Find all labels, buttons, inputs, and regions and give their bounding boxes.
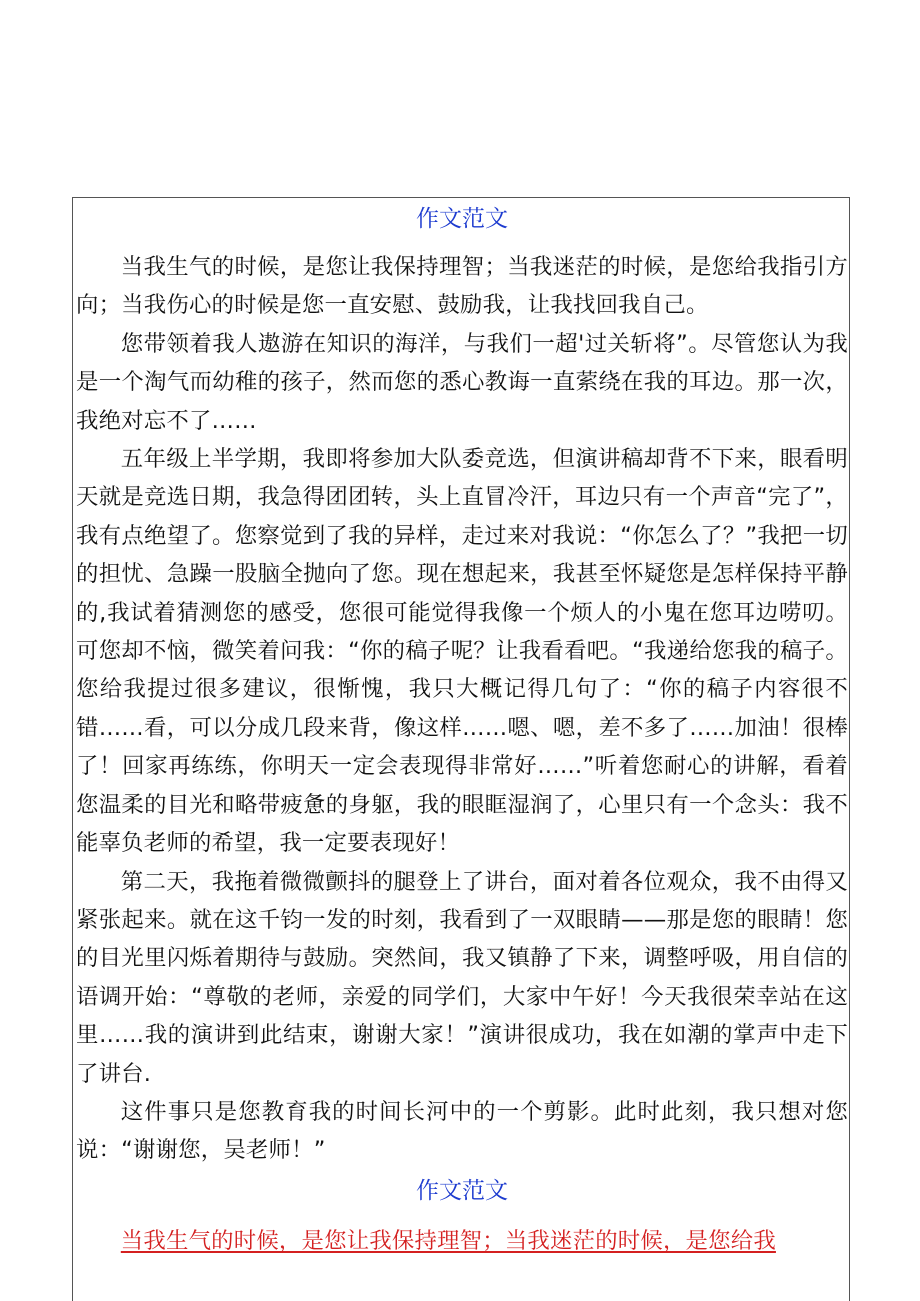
paragraph-3: 五年级上半学期，我即将参加大队委竞选，但演讲稿却背不下来，眼看明天就是竞选日期，我急得团团转，头上直冒冷汗，耳边只有一个声音“完了”，我有点绝望了。您察觉到了我的异样，走过来对我说：“你怎么了？”我把一切的担忧、急躁一股脑全抛向了您。现在想起来，我甚至怀疑您是怎样保持平静的,我试着猜测您的感受，您很可能觉得我像一个烦人的小鬼在您耳边唠叨。可您却不恼，微笑着问我：“你的稿子呢？让我看看吧。“我递给您我的稿子。您给我提过很多建议，很惭愧，我只大概记得几句了：“你的稿子内容很不错……看，可以分成几段来背，像这样……嗯、嗯，差不多了……加油！很棒了！回家再练练，你明天一定会表现得非常好……”听着您耐心的讲解，看着您温柔的目光和略带疲惫的身躯，我的眼眶湿润了，心里只有一个念头：我不能辜负老师的希望，我一定要表现好！ bbox=[76, 446, 848, 857]
paragraph-4: 第二天，我拖着微微颤抖的腿登上了讲台，面对着各位观众，我不由得又紧张起来。就在这千钧一发的时刻，我看到了一双眼睛——那是您的眼睛！您的目光里闪烁着期待与鼓励。突然间，我又镇静了下来，调整呼吸，用自信的语调开始：“尊敬的老师，亲爱的同学们，大家中午好！今天我很荣幸站在这里……我的演讲到此结束，谢谢大家！”演讲很成功，我在如潮的掌声中走下了讲台. bbox=[76, 868, 848, 1087]
paragraph-5: 这件事只是您教育我的时间长河中的一个剪影。此时此刻，我只想对您说：“谢谢您，吴老师！” bbox=[76, 1098, 848, 1164]
highlighted-line: 当我生气的时候，是您让我保持理智；当我迷茫的时候，是您给我 bbox=[120, 1227, 776, 1254]
essay-title-repeat: 作文范文 bbox=[416, 1177, 508, 1204]
essay-title: 作文范文 bbox=[416, 206, 508, 232]
document-frame bbox=[72, 197, 850, 1301]
document-body bbox=[76, 198, 848, 1260]
paragraph-1: 当我生气的时候，是您让我保持理智；当我迷茫的时候，是您给我指引方向；当我伤心的时候是您一直安慰、鼓励我，让我找回我自己。 bbox=[76, 254, 848, 319]
paragraph-2: 您带领着我人遨游在知识的海洋，与我们一超'过关斩将”。尽管您认为我是一个淘气而幼稚的孩子，然而您的悉心教诲一直萦绕在我的耳边。那一次，我绝对忘不了…… bbox=[76, 330, 848, 434]
